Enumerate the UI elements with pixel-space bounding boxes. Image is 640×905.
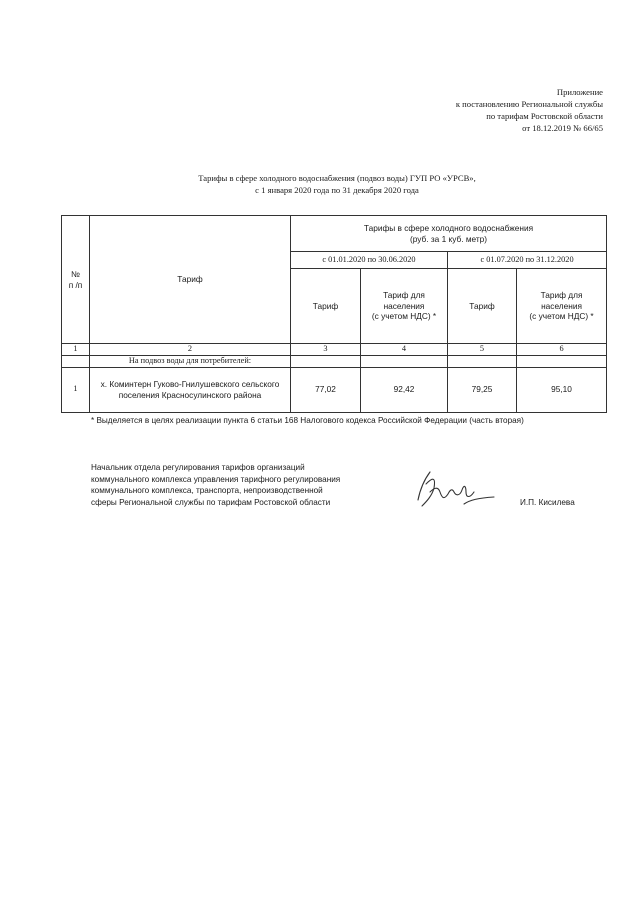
col-header-tariff-vat-p2: Тариф для населения (с учетом НДС) * [517, 269, 607, 344]
section-label: На подвоз воды для потребителей: [90, 355, 291, 367]
col-number: 3 [291, 344, 361, 356]
row-tariff-p1: 77,02 [291, 367, 361, 412]
col-number: 6 [517, 344, 607, 356]
col-header-tariff-vat-p1: Тариф для населения (с учетом НДС) * [361, 269, 448, 344]
col-header-group: Тарифы в сфере холодного водоснабжения (руб. за 1 куб. метр) [291, 216, 607, 252]
section-empty-cell [448, 355, 517, 367]
signblock-line: коммунального комплекса управления тарифного регулирования [91, 474, 341, 484]
row-tariff-vat-p2: 95,10 [517, 367, 607, 412]
appendix-line: от 18.12.2019 № 66/65 [522, 123, 603, 133]
row-tariff-p2: 79,25 [448, 367, 517, 412]
row-tariff-vat-p1: 92,42 [361, 367, 448, 412]
signer-name: И.П. Кисилева [520, 498, 575, 507]
col-header-tariff: Тариф [90, 216, 291, 344]
col-header-tariff-p1: Тариф [291, 269, 361, 344]
appendix-line: Приложение [556, 87, 603, 97]
col-header-number: № п /п [62, 216, 90, 344]
signblock-line: коммунального комплекса, транспорта, непроизводственной [91, 486, 323, 495]
tariff-table [61, 215, 607, 413]
section-empty-cell [361, 355, 448, 367]
row-number: 1 [62, 367, 90, 412]
appendix-line: к постановлению Региональной службы [455, 99, 603, 109]
period-header-1: с 01.01.2020 по 30.06.2020 [291, 252, 448, 269]
signblock-line: сферы Региональной службы по тарифам Ростовской области [91, 497, 331, 507]
row-name: х. Коминтерн Гуково-Гнилушевского сельского поселения Красносулинского района [90, 367, 291, 412]
col-number: 1 [62, 344, 90, 356]
footnote: * Выделяется в целях реализации пункта 6 статьи 168 Налогового кодекса Российской Федерации (часть вторая) [91, 416, 524, 425]
section-empty-cell [291, 355, 361, 367]
col-number: 4 [361, 344, 448, 356]
title-line: Тарифы в сфере холодного водоснабжения (подвоз воды) ГУП РО «УРСВ», [198, 173, 476, 183]
col-number: 2 [90, 344, 291, 356]
col-number: 5 [448, 344, 517, 356]
table-row [62, 367, 607, 412]
title-line: с 1 января 2020 года по 31 декабря 2020 года [255, 185, 419, 195]
appendix-line: по тарифам Ростовской области [486, 111, 603, 121]
col-header-tariff-p2: Тариф [448, 269, 517, 344]
signblock-line: Начальник отдела регулирования тарифов организаций [91, 463, 305, 472]
period-header-2: с 01.07.2020 по 31.12.2020 [448, 252, 607, 269]
signature-block [91, 462, 340, 508]
handwritten-signature [404, 462, 504, 512]
section-empty-cell [62, 355, 90, 367]
section-empty-cell [517, 355, 607, 367]
document-title [0, 172, 640, 196]
appendix-header [456, 86, 603, 134]
